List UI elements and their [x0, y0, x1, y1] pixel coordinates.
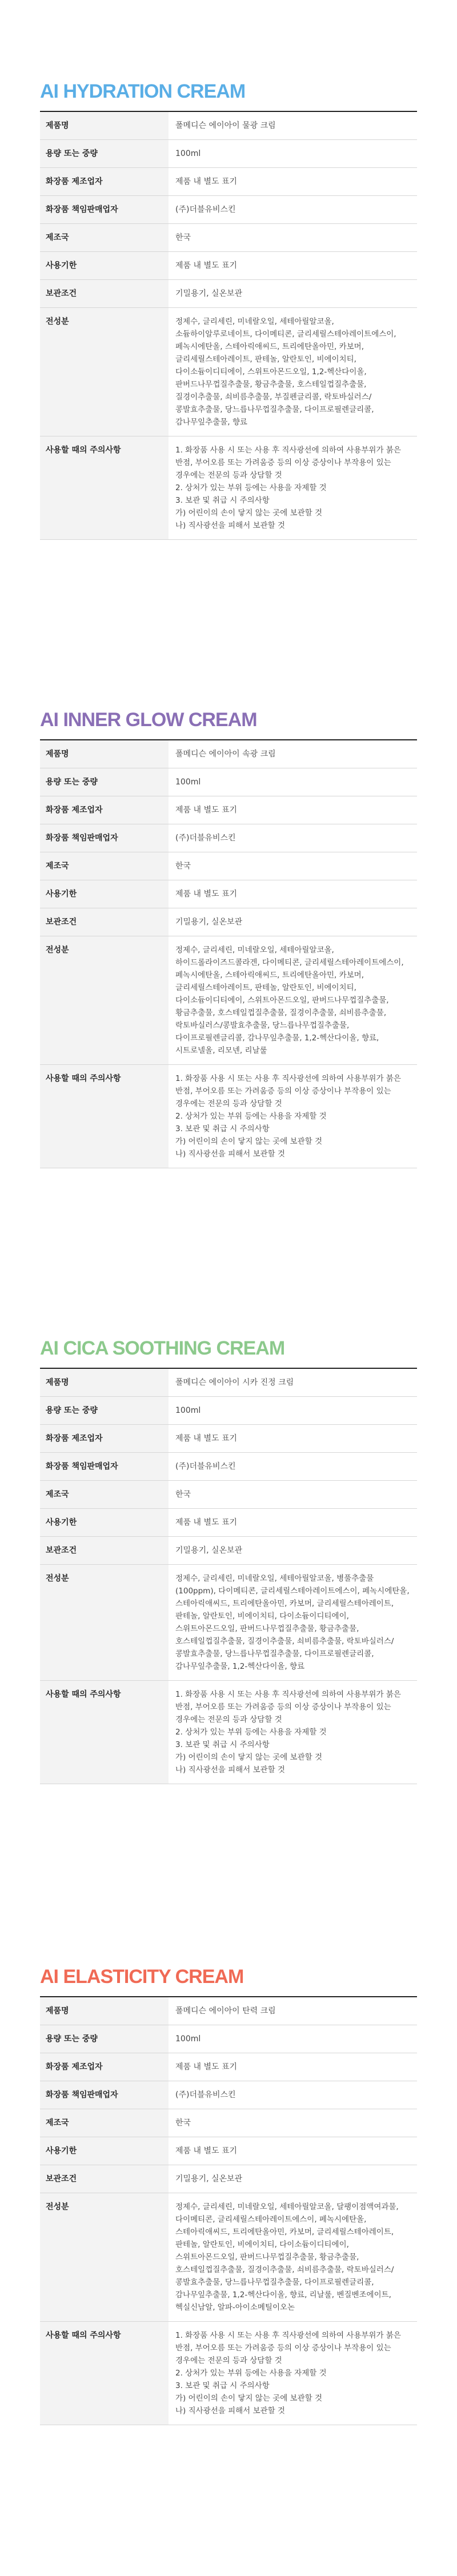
row-label: 전성분 — [40, 308, 169, 436]
section-elasticity-cream — [40, 1965, 417, 2425]
table-row — [40, 224, 417, 252]
table-row — [40, 1565, 417, 1681]
table-row — [40, 824, 417, 852]
table-row — [40, 768, 417, 796]
section-inner-glow-cream — [40, 708, 417, 1168]
row-label: 전성분 — [40, 936, 169, 1065]
table-row — [40, 2025, 417, 2053]
product-name-value: 폴메디슨 에이아이 시카 진정 크림 — [175, 1378, 294, 1387]
table-row — [40, 1997, 417, 2025]
product-info-table — [40, 111, 417, 540]
seller-value: (주)더블유비스킨 — [175, 1462, 236, 1471]
cautions-value: 1. 화장품 사용 시 또는 사용 후 직사광선에 의하여 사용부위가 붉은 반점, 부어오름 또는 가려움증 등의 이상 증상이나 부작용이 있는 경우에는 전문의 등과 상담할 것 2. 상처가 있는 부위 등에는 사용을 자제할 것 3. 보관 및 취급 시 주의사항 가) 어린이의 손이 닿지 않는 곳에 보관할 것 나) 직사광선을 피해서 보관할 것 — [175, 1690, 401, 1774]
table-row — [40, 2193, 417, 2322]
table-row — [40, 852, 417, 880]
product-name-value: 폴메디슨 에이아이 탄력 크림 — [175, 2006, 276, 2016]
ingredients-value: 정제수, 글리세린, 미네랄오일, 세테아릴알코올, 소듐하이알루로네이트, 다이메티콘, 글리세릴스테아레이트에스이, 페녹시에탄올, 스테아릭애씨드, 트리에탄올아민, 카보머, 글리세릴스테아레이트, 판테놀, 알란토인, 비에이치티, 다이소듐이디티에이, 스위트아몬드오일, 1,2-헥산다이올, 판버드나무껍질추출물, 황금추출물, 호스테일껍질추출물, 질경이추출물, 쇠비름추출물, 부질펜글리콜, 락토바실러스/콩발효추출물, 당느릅나무껍질추출물, 다이프로필렌글리콜, 감나무잎추출물, 향료 — [175, 317, 396, 427]
product-name-value: 폴메디슨 에이아이 물광 크림 — [175, 121, 276, 130]
country-value: 한국 — [175, 1490, 191, 1499]
storage-value: 기밀용기, 실온보관 — [175, 1546, 243, 1555]
table-row — [40, 1481, 417, 1509]
row-label: 화장품 책임판매업자 — [40, 2081, 169, 2109]
manufacturer-value: 제품 내 별도 표기 — [175, 1434, 238, 1443]
row-label: 화장품 책임판매업자 — [40, 196, 169, 224]
row-label: 화장품 책임판매업자 — [40, 1453, 169, 1481]
seller-value: (주)더블유비스킨 — [175, 2090, 236, 2100]
seller-value: (주)더블유비스킨 — [175, 205, 236, 214]
table-row — [40, 740, 417, 768]
storage-value: 기밀용기, 실온보관 — [175, 289, 243, 298]
storage-value: 기밀용기, 실온보관 — [175, 918, 243, 927]
ingredients-value: 정제수, 글리세린, 미네랄오일, 세테아릴알코올, 하이드롤라이즈드콜라겐, 다이메티콘, 글리세릴스테아레이트에스이, 페녹시에탄올, 스테아릭애씨드, 트리에탄올아민, 카보머, 글리세릴스테아레이트, 판테놀, 알란토인, 비에이치티, 다이소듐이디티에이, 스위트아몬드오일, 판버드나무껍질추출물, 황금추출물, 호스테일껍질추출물, 질경이추출물, 쇠비름추출물, 락토바실러스/콩발효추출물, 당느릅나무껍질추출물, 다이프로필렌글리콜, 감나무잎추출물, 1,2-헥산다이올, 향료, 시트로넬올, 리모넨, 리날룰 — [175, 946, 404, 1055]
capacity-value: 100ml — [175, 1406, 201, 1415]
row-label: 보관조건 — [40, 2165, 169, 2193]
table-row — [40, 308, 417, 436]
manufacturer-value: 제품 내 별도 표기 — [175, 177, 238, 186]
table-row — [40, 252, 417, 280]
row-label: 제품명 — [40, 1997, 169, 2025]
country-value: 한국 — [175, 233, 191, 242]
cautions-value: 1. 화장품 사용 시 또는 사용 후 직사광선에 의하여 사용부위가 붉은 반점, 부어오름 또는 가려움증 등의 이상 증상이나 부작용이 있는 경우에는 전문의 등과 상담할 것 2. 상처가 있는 부위 등에는 사용을 자제할 것 3. 보관 및 취급 시 주의사항 가) 어린이의 손이 닿지 않는 곳에 보관할 것 나) 직사광선을 피해서 보관할 것 — [175, 446, 401, 530]
product-info-table — [40, 1368, 417, 1784]
row-label: 사용기한 — [40, 2137, 169, 2165]
table-row — [40, 1537, 417, 1565]
row-label: 사용기한 — [40, 252, 169, 280]
ingredients-value: 정제수, 글리세린, 미네랄오일, 세테아릴알코올, 병풀추출물(100ppm), 다이메티콘, 글리세릴스테아레이트에스이, 페녹시에탄올, 스테아릭애씨드, 트리에탄올아민, 카보머, 글리세릴스테아레이트, 판테놀, 알란토인, 비에이치티, 다이소듐이디티에이, 스위트아몬드오일, 판버드나무껍질추출물, 황금추출물, 호스테일껍질추출물, 질경이추출물, 쇠비름추출물, 락토바실러스/콩발효추출물, 당느릅나무껍질추출물, 다이프로필렌글리콜, 감나무잎추출물, 1,2-헥산다이올, 향료 — [175, 1574, 410, 1671]
table-row — [40, 1065, 417, 1168]
row-label: 용량 또는 중량 — [40, 768, 169, 796]
row-label: 제조국 — [40, 2109, 169, 2137]
table-row — [40, 2165, 417, 2193]
row-label: 제품명 — [40, 1368, 169, 1397]
cautions-value: 1. 화장품 사용 시 또는 사용 후 직사광선에 의하여 사용부위가 붉은 반점, 부어오름 또는 가려움증 등의 이상 증상이나 부작용이 있는 경우에는 전문의 등과 상담할 것 2. 상처가 있는 부위 등에는 사용을 자제할 것 3. 보관 및 취급 시 주의사항 가) 어린이의 손이 닿지 않는 곳에 보관할 것 나) 직사광선을 피해서 보관할 것 — [175, 2331, 401, 2415]
country-value: 한국 — [175, 862, 191, 871]
table-row — [40, 1681, 417, 1784]
expiry-value: 제품 내 별도 표기 — [175, 890, 238, 899]
capacity-value: 100ml — [175, 2034, 201, 2044]
row-label: 제품명 — [40, 111, 169, 140]
table-row — [40, 880, 417, 908]
row-label: 제품명 — [40, 740, 169, 768]
row-label: 용량 또는 중량 — [40, 1397, 169, 1425]
product-info-table — [40, 739, 417, 1168]
row-label: 용량 또는 중량 — [40, 140, 169, 168]
table-row — [40, 168, 417, 196]
row-label: 보관조건 — [40, 1537, 169, 1565]
row-label: 전성분 — [40, 1565, 169, 1681]
row-label: 제조국 — [40, 1481, 169, 1509]
table-row — [40, 2053, 417, 2081]
table-row — [40, 436, 417, 540]
section-title: AI ELASTICITY CREAM — [40, 1966, 244, 1988]
row-label: 사용할 때의 주의사항 — [40, 1681, 169, 1784]
row-label: 보관조건 — [40, 908, 169, 936]
table-row — [40, 140, 417, 168]
row-label: 용량 또는 중량 — [40, 2025, 169, 2053]
row-label: 제조국 — [40, 852, 169, 880]
storage-value: 기밀용기, 실온보관 — [175, 2174, 243, 2184]
product-name-value: 폴메디슨 에이아이 속광 크림 — [175, 750, 276, 759]
table-row — [40, 2322, 417, 2425]
row-label: 제조국 — [40, 224, 169, 252]
table-row — [40, 2081, 417, 2109]
table-row — [40, 796, 417, 824]
table-row — [40, 280, 417, 308]
table-row — [40, 1453, 417, 1481]
seller-value: (주)더블유비스킨 — [175, 834, 236, 843]
row-label: 화장품 책임판매업자 — [40, 824, 169, 852]
table-row — [40, 1368, 417, 1397]
row-label: 사용기한 — [40, 880, 169, 908]
country-value: 한국 — [175, 2118, 191, 2128]
table-row — [40, 908, 417, 936]
row-label: 사용할 때의 주의사항 — [40, 1065, 169, 1168]
expiry-value: 제품 내 별도 표기 — [175, 2146, 238, 2156]
section-cica-soothing-cream — [40, 1337, 417, 1784]
ingredients-value: 정제수, 글리세린, 미네랄오일, 세테아릴알코올, 달팽이점액여과물, 다이메티콘, 글리세릴스테아레이트에스이, 페녹시에탄올, 스테아릭애씨드, 트리에탄올아민, 카보머, 글리세릴스테아레이트, 판테놀, 알란토인, 비에이치티, 다이소듐이디티에이, 스위트아몬드오일, 판버드나무껍질추출물, 황금추출물, 호스테일껍질추출물, 질경이추출물, 쇠비름추출물, 락토바실러스/콩발효추출물, 당느릅나무껍질추출물, 다이프로필렌글리콜, 감나무잎추출물, 1,2-헥산다이올, 향료, 리날룰, 벤질벤조에이트, 헥실신남알, 알파-아이소메틸이오논 — [175, 2202, 399, 2312]
row-label: 보관조건 — [40, 280, 169, 308]
table-row — [40, 2109, 417, 2137]
table-row — [40, 111, 417, 140]
section-title: AI HYDRATION CREAM — [40, 81, 246, 102]
row-label: 화장품 제조업자 — [40, 796, 169, 824]
expiry-value: 제품 내 별도 표기 — [175, 261, 238, 270]
manufacturer-value: 제품 내 별도 표기 — [175, 2062, 238, 2072]
product-info-table — [40, 1996, 417, 2425]
capacity-value: 100ml — [175, 778, 201, 787]
row-label: 사용할 때의 주의사항 — [40, 2322, 169, 2425]
row-label: 사용할 때의 주의사항 — [40, 436, 169, 540]
table-row — [40, 936, 417, 1065]
section-hydration-cream — [40, 80, 417, 540]
section-title: AI INNER GLOW CREAM — [40, 709, 257, 731]
table-row — [40, 196, 417, 224]
section-title: AI CICA SOOTHING CREAM — [40, 1337, 285, 1359]
table-row — [40, 1509, 417, 1537]
table-row — [40, 1397, 417, 1425]
manufacturer-value: 제품 내 별도 표기 — [175, 806, 238, 815]
cautions-value: 1. 화장품 사용 시 또는 사용 후 직사광선에 의하여 사용부위가 붉은 반점, 부어오름 또는 가려움증 등의 이상 증상이나 부작용이 있는 경우에는 전문의 등과 상담할 것 2. 상처가 있는 부위 등에는 사용을 자제할 것 3. 보관 및 취급 시 주의사항 가) 어린이의 손이 닿지 않는 곳에 보관할 것 나) 직사광선을 피해서 보관할 것 — [175, 1074, 401, 1159]
table-row — [40, 1425, 417, 1453]
row-label: 화장품 제조업자 — [40, 1425, 169, 1453]
table-row — [40, 2137, 417, 2165]
expiry-value: 제품 내 별도 표기 — [175, 1518, 238, 1527]
row-label: 사용기한 — [40, 1509, 169, 1537]
row-label: 화장품 제조업자 — [40, 2053, 169, 2081]
row-label: 전성분 — [40, 2193, 169, 2322]
row-label: 화장품 제조업자 — [40, 168, 169, 196]
capacity-value: 100ml — [175, 149, 201, 158]
